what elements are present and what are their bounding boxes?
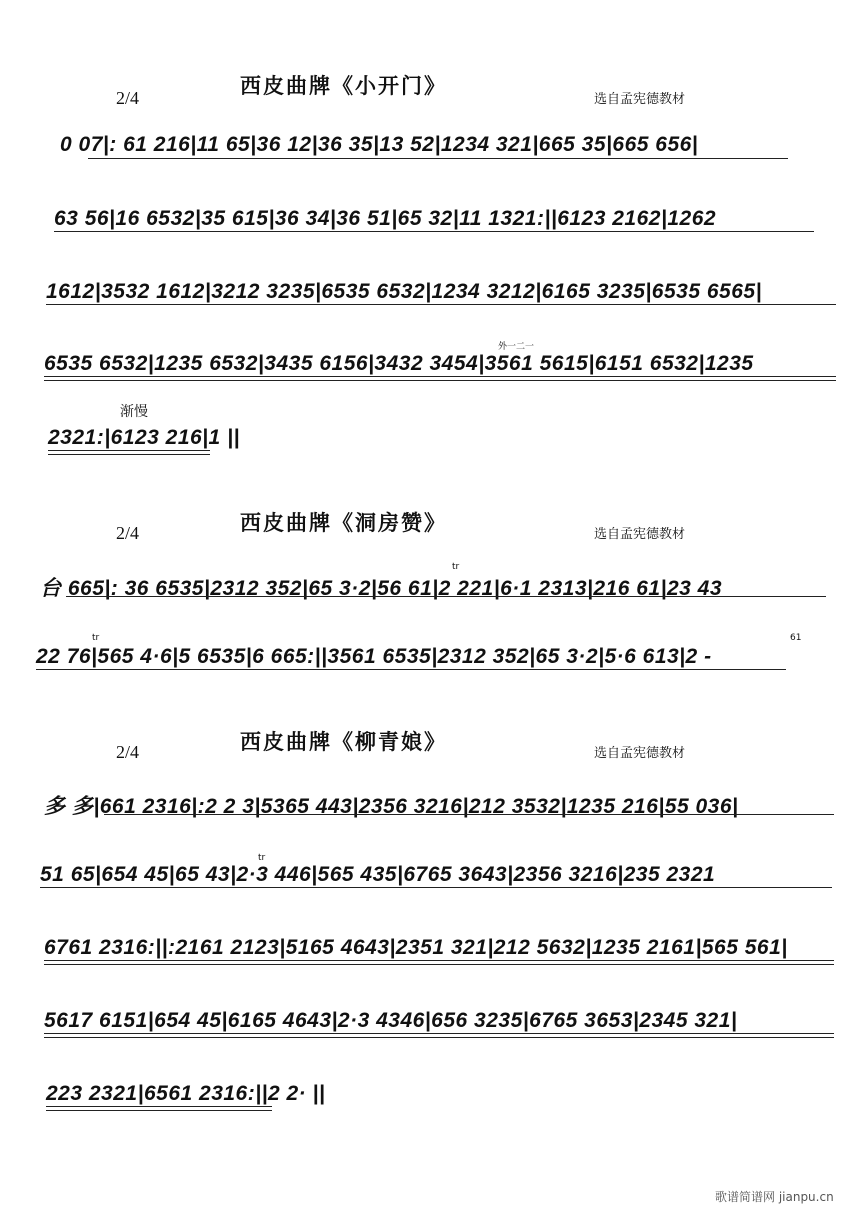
- beat-underline: [44, 1033, 834, 1038]
- source-note: 选自孟宪德教材: [594, 527, 686, 542]
- beat-underline: [48, 450, 210, 455]
- annotation-mark: 61: [790, 633, 802, 643]
- piece-title: 西皮曲牌《小开门》: [240, 73, 447, 98]
- beat-underline: [66, 596, 826, 597]
- beat-underline: [88, 158, 788, 159]
- notation-line: 5617 6151|654 45|6165 4643|2·3 4346|656 3235|6765 3653|2345 321|: [44, 1009, 738, 1032]
- annotation-mark: tr: [92, 633, 100, 643]
- beat-underline: [104, 814, 834, 815]
- notation-line: 台 665|: 36 6535|2312 352|65 3·2|56 61|2 221|6·1 2313|216 61|23 43: [40, 577, 723, 600]
- beat-underline: [46, 1106, 272, 1111]
- notation-line: 22 76|565 4·6|5 6535|6 665:||3561 6535|2312 352|65 3·2|5·6 613|2 -: [36, 645, 712, 668]
- piece-title: 西皮曲牌《洞房赞》: [240, 510, 447, 535]
- notation-line: 6535 6532|1235 6532|3435 6156|3432 3454|3561 5615|6151 6532|1235: [44, 352, 754, 375]
- annotation-mark: tr: [452, 562, 460, 572]
- notation-line: 6761 2316:||:2161 2123|5165 4643|2351 321|212 5632|1235 2161|565 561|: [44, 936, 788, 959]
- beat-underline: [36, 669, 786, 670]
- beat-underline: [54, 231, 814, 232]
- annotation-mark: tr: [258, 853, 266, 863]
- notation-line: 0 07|: 61 216|11 65|36 12|36 35|13 52|1234 321|665 35|665 656|: [60, 133, 699, 156]
- notation-line: 51 65|654 45|65 43|2·3 446|565 435|6765 3643|2356 3216|235 2321: [40, 863, 716, 886]
- tempo-mark: 渐慢: [120, 404, 148, 420]
- watermark: 歌谱简谱网 jianpu.cn: [715, 1190, 834, 1204]
- beat-underline: [44, 960, 834, 965]
- source-note: 选自孟宪德教材: [594, 746, 686, 761]
- notation-line: 63 56|16 6532|35 615|36 34|36 51|65 32|11 1321:||6123 2162|1262: [54, 207, 717, 230]
- notation-line: 1612|3532 1612|3212 3235|6535 6532|1234 3212|6165 3235|6535 6565|: [46, 280, 762, 303]
- time-signature: 2/4: [116, 523, 140, 543]
- notation-line: 2321:|6123 216|1 ||: [48, 426, 240, 449]
- piece-title: 西皮曲牌《柳青娘》: [240, 729, 447, 754]
- beat-underline: [44, 376, 836, 381]
- time-signature: 2/4: [116, 742, 140, 762]
- notation-line: 223 2321|6561 2316:||2 2· ||: [46, 1082, 326, 1105]
- beat-underline: [46, 304, 836, 305]
- time-signature: 2/4: [116, 88, 140, 108]
- beat-underline: [40, 887, 832, 888]
- annotation-mark: 外一二一: [498, 342, 535, 352]
- source-note: 选自孟宪德教材: [594, 92, 686, 107]
- notation-line: 多 多|661 2316|:2 2 3|5365 443|2356 3216|212 3532|1235 216|55 036|: [44, 795, 739, 818]
